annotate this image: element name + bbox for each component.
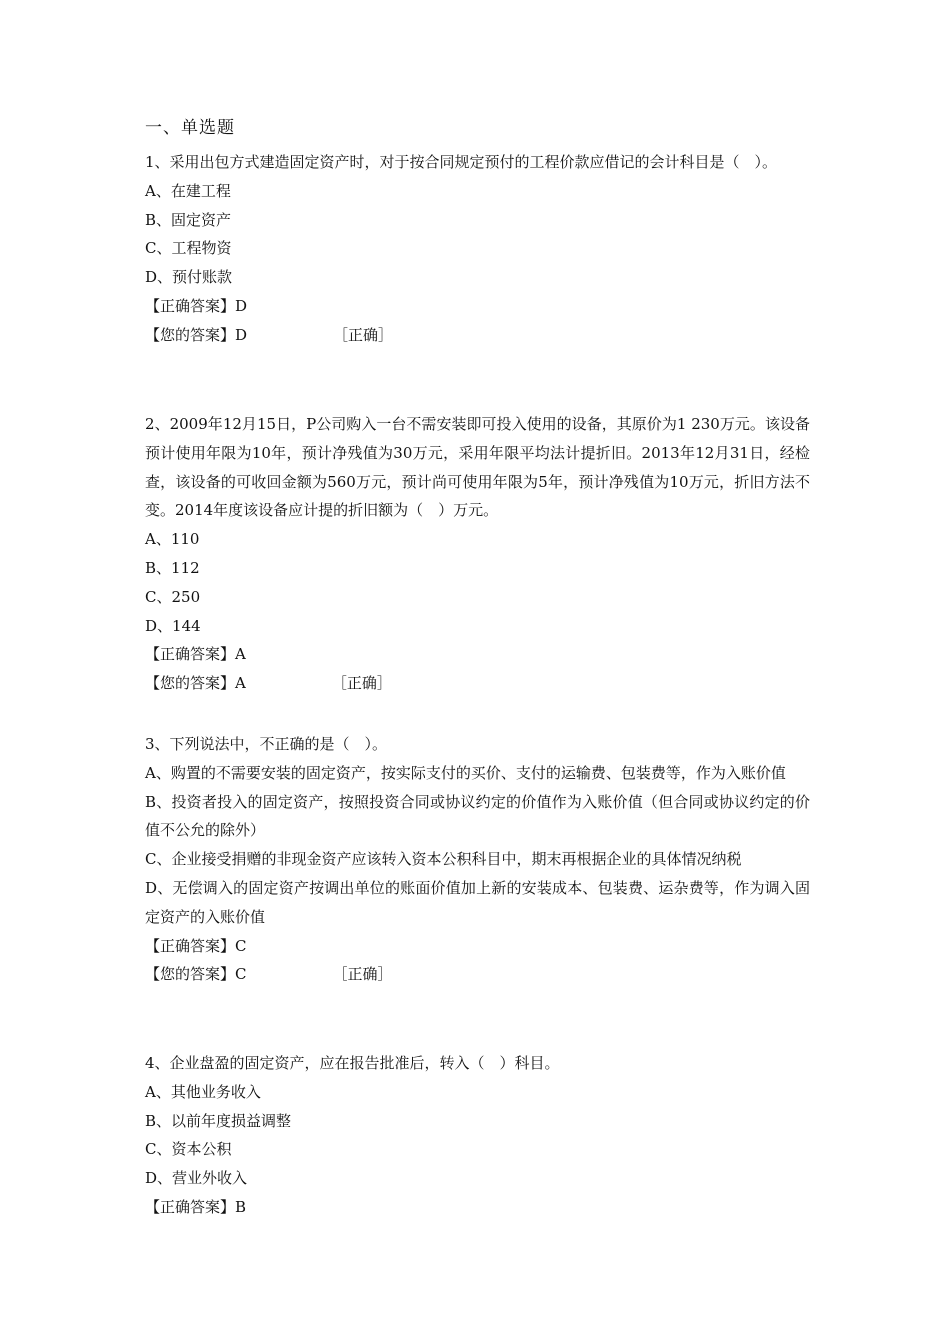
option-b: B、112 bbox=[145, 558, 200, 577]
option-b: B、固定资产 bbox=[145, 210, 232, 229]
your-answer-line bbox=[145, 960, 810, 989]
correct-answer: 【正确答案】B bbox=[145, 1197, 247, 1216]
correct-answer: 【正确答案】A bbox=[145, 645, 246, 664]
option-b: B、投资者投入的固定资产，按照投资合同或协议约定的价值作为入账价值（但合同或协议约定的价值不公允的除外） bbox=[145, 792, 810, 840]
option-d: D、营业外收入 bbox=[145, 1169, 248, 1188]
option-d: D、无偿调入的固定资产按调出单位的账面价值加上新的安装成本、包装费、运杂费等，作为调入固定资产的入账价值 bbox=[145, 878, 810, 926]
option-a: A、购置的不需要安装的固定资产，按实际支付的买价、支付的运输费、包装费等，作为入账价值 bbox=[145, 763, 786, 782]
your-answer: 【您的答案】A bbox=[145, 674, 246, 693]
option-d: D、预付账款 bbox=[145, 268, 233, 287]
option-c: C、企业接受捐赠的非现金资产应该转入资本公积科目中，期末再根据企业的具体情况纳税 bbox=[145, 850, 742, 869]
result-mark: ［正确］ bbox=[333, 325, 394, 344]
option-a: A、在建工程 bbox=[145, 181, 231, 200]
option-c: C、工程物资 bbox=[145, 239, 232, 258]
option-b: B、以前年度损益调整 bbox=[145, 1111, 292, 1130]
option-a: A、110 bbox=[145, 530, 200, 549]
question-stem: 4、企业盘盈的固定资产，应在报告批准后，转入（ ）科目。 bbox=[145, 1054, 560, 1072]
question-1 bbox=[145, 148, 810, 350]
question-stem: 2、2009年12月15日，P公司购入一台不需安装即可投入使用的设备，其原价为1 230万元。该设备预计使用年限为10年，预计净残值为30万元，采用年限平均法计提折旧。2013年12月31日，经检查，该设备的可收回金额为560万元，预计尚可使用年限为5年，预计净残值为10万元，折旧方法不变。2014年度该设备应计提的折旧额为（ ）万元。 bbox=[145, 415, 810, 520]
question-stem: 3、下列说法中，不正确的是（ ）。 bbox=[145, 735, 388, 753]
option-c: C、250 bbox=[145, 587, 201, 606]
result-mark: ［正确］ bbox=[332, 965, 393, 984]
your-answer: 【您的答案】C bbox=[145, 965, 247, 984]
correct-answer: 【正确答案】C bbox=[145, 936, 247, 955]
result-mark: ［正确］ bbox=[331, 674, 392, 693]
question-stem: 1、采用出包方式建造固定资产时，对于按合同规定预付的工程价款应借记的会计科目是（ ）。 bbox=[145, 153, 778, 171]
your-answer-line bbox=[145, 321, 810, 350]
question-2 bbox=[145, 410, 810, 698]
correct-answer: 【正确答案】D bbox=[145, 296, 248, 315]
option-c: C、资本公积 bbox=[145, 1140, 232, 1159]
your-answer: 【您的答案】D bbox=[145, 325, 248, 344]
option-a: A、其他业务收入 bbox=[145, 1082, 261, 1101]
option-d: D、144 bbox=[145, 616, 201, 635]
section-title: 一、单选题 bbox=[145, 118, 235, 138]
your-answer-line bbox=[145, 669, 810, 698]
question-3 bbox=[145, 730, 810, 989]
question-4 bbox=[145, 1049, 810, 1222]
